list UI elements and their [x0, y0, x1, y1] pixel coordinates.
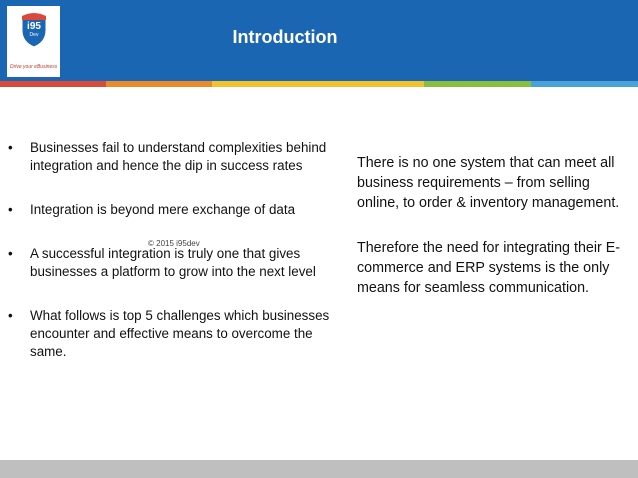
bullet-text: Integration is beyond mere exchange of data [30, 202, 296, 217]
bullet-marker: • [8, 246, 13, 261]
list-item [8, 139, 348, 175]
page-title: Introduction [232, 27, 338, 47]
logo-number: i95 [27, 21, 41, 32]
footer-bar [0, 460, 638, 478]
bullet-text: What follows is top 5 challenges which businesses encounter and effective means to overcome the same. [30, 308, 330, 359]
list-item [8, 245, 348, 281]
stripe-segment-blue [531, 81, 638, 87]
bullet-marker: • [8, 308, 13, 323]
paragraph: Therefore the need for integrating their E-commerce and ERP systems is the only means for seamless communication. [357, 240, 621, 296]
stripe-segment-red [0, 81, 106, 87]
logo-sub: Dev [29, 32, 39, 38]
bullet-list [8, 139, 348, 387]
list-item [8, 307, 348, 361]
bullet-marker: • [8, 140, 13, 155]
copyright-watermark: © 2015 i95dev [148, 239, 200, 248]
list-item [8, 201, 348, 219]
logo-tagline: Drive your eBusiness [10, 64, 58, 70]
paragraph: There is no one system that can meet all business requirements – from selling online, to order & inventory management. [357, 155, 620, 211]
bullet-text: Businesses fail to understand complexities behind integration and hence the dip in success rates [30, 140, 327, 173]
bullet-text: A successful integration is truly one that gives businesses a platform to grow into the next level [30, 246, 316, 279]
stripe-segment-yellow-2 [318, 81, 424, 87]
right-text-block [357, 153, 633, 298]
header-bar [0, 0, 638, 81]
bullet-marker: • [8, 202, 13, 217]
stripe-segment-yellow [212, 81, 318, 87]
stripe-segment-orange [106, 81, 212, 87]
color-stripe [0, 81, 638, 87]
stripe-segment-green [424, 81, 531, 87]
